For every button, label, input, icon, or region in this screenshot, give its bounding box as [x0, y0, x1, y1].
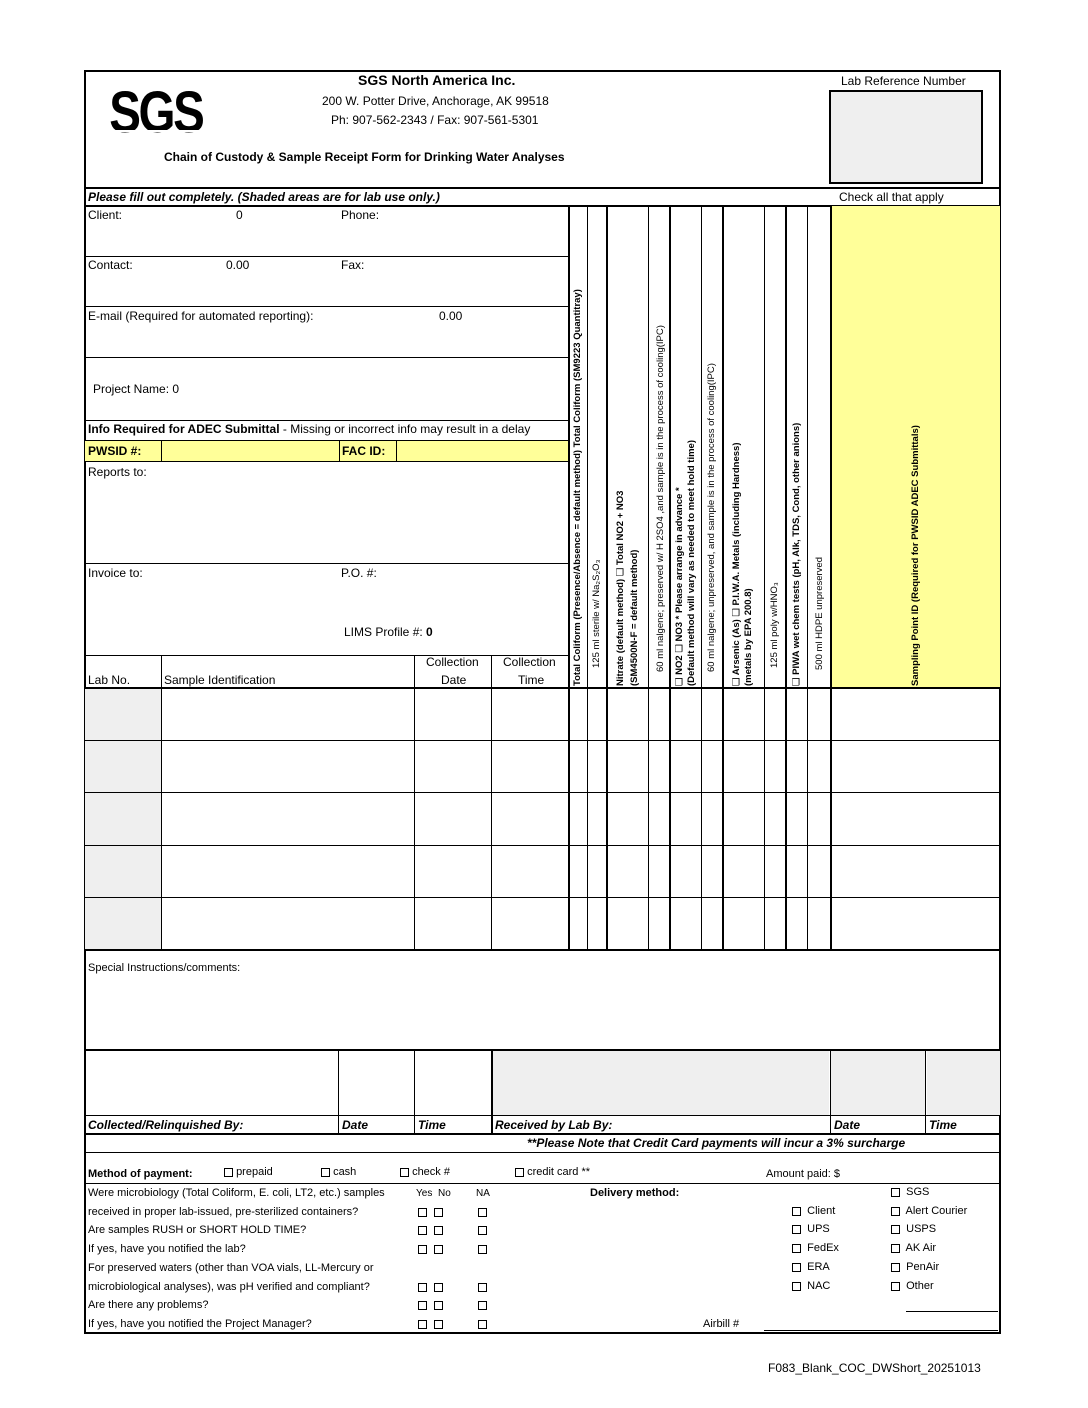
- q1-na-checkbox[interactable]: [478, 1208, 487, 1217]
- question-2: Are samples RUSH or SHORT HOLD TIME?: [88, 1224, 307, 1236]
- analysis-nitrate-method: (SM4500N-F = default method): [629, 549, 640, 686]
- q1-checkboxes[interactable]: [418, 1205, 443, 1219]
- q3-checkboxes[interactable]: [418, 1242, 443, 1256]
- received-by-lab-shaded: [493, 1051, 829, 1115]
- sgs-logo: [88, 80, 220, 136]
- check-all-label: Check all that apply: [839, 190, 944, 204]
- analysis-total-coliform: Total Coliform (Presence/Absence = default method) Total Coliform (SM9223 Quantitray): [572, 289, 583, 686]
- company-name: SGS North America Inc.: [358, 72, 516, 88]
- q2-yes-checkbox[interactable]: [418, 1226, 427, 1235]
- cash-checkbox[interactable]: [321, 1168, 330, 1177]
- facid-label: FAC ID:: [342, 444, 386, 458]
- q3-yes-checkbox[interactable]: [418, 1245, 427, 1254]
- client-checkbox[interactable]: [792, 1207, 801, 1216]
- q1-no-checkbox[interactable]: [434, 1208, 443, 1217]
- analysis-piwa-wet-chem: ❑ PIWA wet chem tests (pH, Alk, TDS, Cond, other anions): [791, 422, 802, 686]
- check-label: check #: [412, 1166, 450, 1178]
- q3-no-checkbox[interactable]: [434, 1245, 443, 1254]
- analysis-piwa-container: 500 ml HDPE unpreserved: [814, 557, 825, 670]
- other-checkbox[interactable]: [891, 1282, 900, 1291]
- delivery-fedex-label: FedEx: [807, 1242, 839, 1254]
- analysis-arsenic-metals: ❑ Arsenic (As) ❑ P.I.W.A. Metals (including Hardness): [731, 442, 742, 686]
- q6-yes-checkbox[interactable]: [418, 1320, 427, 1329]
- email-label: E-mail (Required for automated reporting):: [88, 309, 314, 323]
- sig-time-label-1: Time: [418, 1118, 446, 1132]
- airbill-input-line[interactable]: [764, 1330, 998, 1331]
- adec-info-line: [88, 422, 530, 436]
- col-collection-time-2: Time: [518, 673, 545, 687]
- q2-no-checkbox[interactable]: [434, 1226, 443, 1235]
- prepaid-label: prepaid: [236, 1166, 273, 1178]
- delivery-sgs-label: SGS: [906, 1186, 930, 1198]
- sgs-checkbox[interactable]: [891, 1188, 900, 1197]
- delivery-alert-courier-label: Alert Courier: [905, 1205, 968, 1217]
- ups-checkbox[interactable]: [792, 1225, 801, 1234]
- na-header: NA: [476, 1188, 490, 1199]
- lims-profile-label: LIMS Profile #:: [344, 625, 423, 639]
- question-5: Are there any problems?: [88, 1299, 209, 1311]
- analysis-sampling-point-id: Sampling Point ID (Required for PWSID ADEC Submittals): [910, 425, 921, 686]
- credit-card-note: **Please Note that Credit Card payments will incur a 3% surcharge: [527, 1136, 906, 1150]
- sample-row-2[interactable]: [163, 742, 413, 791]
- delivery-ups[interactable]: [792, 1223, 830, 1235]
- lab-no-shaded-column: [85, 689, 161, 949]
- sig-time-label-2: Time: [929, 1118, 957, 1132]
- delivery-ak-air-label: AK Air: [905, 1242, 937, 1254]
- svg-text:SGS: SGS: [109, 80, 203, 136]
- q2-checkboxes[interactable]: [418, 1223, 443, 1237]
- payment-prepaid[interactable]: [224, 1166, 273, 1178]
- analysis-nitrate: Nitrate (default method) ❑ Total NO2 + NO3: [615, 490, 626, 686]
- question-6: If yes, have you notified the Project Manager?: [88, 1318, 312, 1330]
- credit-label: credit card **: [527, 1166, 591, 1178]
- analysis-no2-no3-container: 60 ml nalgene; unpreserved, and sample is in the process of cooling(IPC): [706, 363, 717, 672]
- other-underline: [906, 1311, 998, 1312]
- sample-row-5[interactable]: [163, 899, 413, 948]
- reports-to-label: Reports to:: [88, 465, 147, 479]
- question-1a: Were microbiology (Total Coliform, E. coli, LT2, etc.) samples: [88, 1187, 385, 1199]
- delivery-usps-label: USPS: [906, 1223, 937, 1235]
- adec-info-rest: - Missing or incorrect info may result in a delay: [279, 422, 531, 436]
- penair-checkbox[interactable]: [891, 1263, 900, 1272]
- col-lab-no: Lab No.: [88, 673, 131, 687]
- contact-label: Contact:: [88, 258, 133, 272]
- delivery-sgs[interactable]: [891, 1186, 929, 1198]
- payment-method-label: Method of payment:: [88, 1168, 193, 1180]
- delivery-penair-label: PenAir: [906, 1261, 940, 1273]
- fax-label: Fax:: [341, 258, 365, 272]
- nac-checkbox[interactable]: [792, 1282, 801, 1291]
- lims-profile: [344, 625, 433, 639]
- analysis-coliform-container: 125 ml sterile w/ Na₂S₂O₃: [591, 559, 602, 668]
- airbill-label: Airbill #: [703, 1318, 740, 1330]
- credit-checkbox[interactable]: [515, 1168, 524, 1177]
- cash-label: cash: [333, 1166, 357, 1178]
- lab-reference-label: Lab Reference Number: [841, 74, 966, 88]
- delivery-penair[interactable]: [891, 1261, 939, 1273]
- sig-date-label-1: Date: [342, 1118, 369, 1132]
- delivery-other-label: Other: [906, 1280, 934, 1292]
- delivery-method-label: Delivery method:: [590, 1187, 680, 1199]
- col-sample-id: Sample Identification: [164, 673, 276, 687]
- question-4a: For preserved waters (other than VOA vials, LL-Mercury or: [88, 1262, 374, 1274]
- collected-relinquished-label: Collected/Relinquished By:: [88, 1118, 244, 1132]
- email-value[interactable]: 0.00: [439, 309, 463, 323]
- company-address: 200 W. Potter Drive, Anchorage, AK 99518: [322, 94, 549, 108]
- q4-checkboxes[interactable]: [418, 1280, 443, 1294]
- usps-checkbox[interactable]: [891, 1225, 900, 1234]
- q4-yes-checkbox[interactable]: [418, 1283, 427, 1292]
- pwsid-input[interactable]: [163, 442, 338, 459]
- q1-yes-checkbox[interactable]: [418, 1208, 427, 1217]
- q2-na-checkbox[interactable]: [478, 1226, 487, 1235]
- po-label: P.O. #:: [341, 566, 377, 580]
- received-by-lab-label: Received by Lab By:: [495, 1118, 613, 1132]
- analysis-nitrate-container: 60 ml nalgene; preserved w/ H 2SO4 ,and sample is in the process of cooling(IPC): [655, 325, 666, 672]
- q4-na-checkbox[interactable]: [478, 1283, 487, 1292]
- check-checkbox[interactable]: [400, 1168, 409, 1177]
- col-collection-time-1: Collection: [503, 655, 556, 669]
- col-collection-date-1: Collection: [426, 655, 479, 669]
- form-title: Chain of Custody & Sample Receipt Form for Drinking Water Analyses: [164, 150, 565, 164]
- sig-date-label-2: Date: [834, 1118, 861, 1132]
- pwsid-label: PWSID #:: [88, 444, 142, 458]
- no-header: No: [438, 1188, 451, 1199]
- sample-row-1[interactable]: [163, 690, 413, 739]
- delivery-nac[interactable]: [792, 1280, 830, 1292]
- q5-no-checkbox[interactable]: [434, 1301, 443, 1310]
- contact-value[interactable]: 0.00: [226, 258, 250, 272]
- invoice-to-label: Invoice to:: [88, 566, 143, 580]
- delivery-client-label: Client: [807, 1205, 836, 1217]
- payment-cash[interactable]: [321, 1166, 356, 1178]
- analysis-no2-no3-method: (Default method will vary as needed to meet hold time): [686, 440, 697, 686]
- analysis-no2-no3: ❑ NO2 ❑ NO3 * Please arrange in advance *: [674, 487, 685, 686]
- amount-paid-label: Amount paid: $: [766, 1168, 840, 1180]
- delivery-usps[interactable]: [891, 1223, 936, 1235]
- fedex-checkbox[interactable]: [792, 1244, 801, 1253]
- payment-credit[interactable]: [515, 1166, 590, 1178]
- received-time-shaded: [927, 1051, 1000, 1115]
- ak-air-checkbox[interactable]: [891, 1244, 900, 1253]
- q5-na-checkbox[interactable]: [478, 1301, 487, 1310]
- delivery-era[interactable]: [792, 1261, 830, 1273]
- delivery-other[interactable]: [891, 1280, 934, 1292]
- delivery-ups-label: UPS: [807, 1223, 830, 1235]
- question-3: If yes, have you notified the lab?: [88, 1243, 246, 1255]
- special-instructions-label: Special Instructions/comments:: [88, 962, 241, 974]
- delivery-ak-air[interactable]: [891, 1242, 936, 1254]
- q6-na-checkbox[interactable]: [478, 1320, 487, 1329]
- delivery-alert-courier[interactable]: [891, 1205, 967, 1217]
- question-1b: received in proper lab-issued, pre-sterilized containers?: [88, 1206, 359, 1218]
- yes-header: Yes: [416, 1188, 433, 1199]
- analysis-metals-container: 125 ml poly w/HNO₃: [769, 582, 780, 668]
- question-4b: microbiological analyses), was pH verified and compliant?: [88, 1281, 370, 1293]
- form-code: F083_Blank_COC_DWShort_20251013: [768, 1361, 981, 1375]
- delivery-fedex[interactable]: [792, 1242, 839, 1254]
- q6-no-checkbox[interactable]: [434, 1320, 443, 1329]
- prepaid-checkbox[interactable]: [224, 1168, 233, 1177]
- q5-yes-checkbox[interactable]: [418, 1301, 427, 1310]
- phone-label: Phone:: [341, 208, 380, 222]
- q4-no-checkbox[interactable]: [434, 1283, 443, 1292]
- facid-input[interactable]: [398, 442, 566, 459]
- client-label: Client:: [88, 208, 123, 222]
- q5-checkboxes[interactable]: [418, 1298, 443, 1312]
- project-name[interactable]: Project Name: 0: [93, 382, 180, 396]
- payment-check[interactable]: [400, 1166, 450, 1178]
- company-phone-fax: Ph: 907-562-2343 / Fax: 907-561-5301: [331, 113, 539, 127]
- analysis-metals-method: (metals by EPA 200.8): [743, 588, 754, 686]
- delivery-nac-label: NAC: [807, 1280, 831, 1292]
- received-date-shaded: [831, 1051, 925, 1115]
- q3-na-checkbox[interactable]: [478, 1245, 487, 1254]
- lims-profile-value: 0: [426, 625, 433, 639]
- sample-row-3[interactable]: [163, 794, 413, 843]
- special-instructions-input[interactable]: [88, 978, 993, 1044]
- sample-row-4[interactable]: [163, 847, 413, 896]
- sgs-logo-graphic: [88, 80, 220, 136]
- col-collection-date-2: Date: [441, 673, 467, 687]
- alert-courier-checkbox[interactable]: [891, 1207, 900, 1216]
- q6-checkboxes[interactable]: [418, 1317, 443, 1331]
- fill-out-instruction: Please fill out completely. (Shaded areas are for lab use only.): [88, 190, 440, 204]
- delivery-client[interactable]: [792, 1205, 835, 1217]
- client-value[interactable]: 0: [236, 208, 243, 222]
- lab-reference-box: [829, 90, 983, 184]
- delivery-era-label: ERA: [807, 1261, 830, 1273]
- era-checkbox[interactable]: [792, 1263, 801, 1272]
- adec-info-bold: Info Required for ADEC Submittal: [88, 422, 280, 436]
